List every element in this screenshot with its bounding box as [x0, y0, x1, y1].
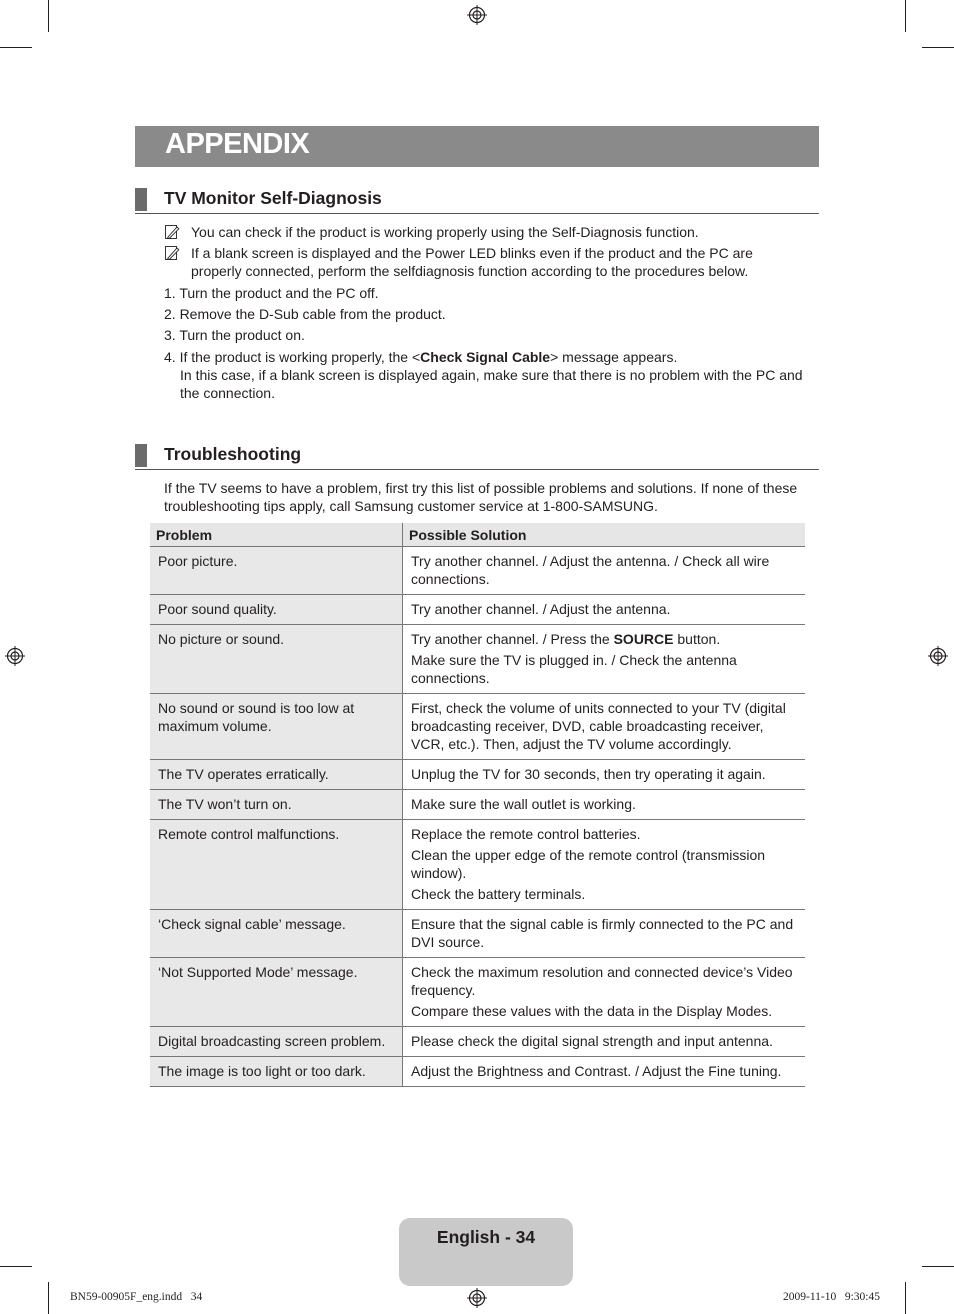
crop-mark [48, 0, 49, 32]
solution-cell [403, 1027, 806, 1057]
check-signal-cable-label: Check Signal Cable [420, 349, 551, 365]
page-number: English - 34 [436, 1227, 536, 1247]
problem-cell: Remote control malfunctions. [150, 820, 403, 910]
step-item: 2. Remove the D-Sub cable from the product. [164, 306, 446, 322]
table-row [150, 595, 805, 625]
step-item: 1. Turn the product and the PC off. [164, 285, 379, 301]
solution-text: Adjust the Brightness and Contrast. / Adjust the Fine tuning. [411, 1063, 782, 1079]
step-detail: In this case, if a blank screen is displayed again, make sure that there is no problem with the PC and the connection. [180, 367, 803, 401]
table-row [150, 790, 805, 820]
step-text: > message appears. [550, 349, 678, 365]
solution-text: First, check the volume of units connected to your TV (digital broadcasting receiver, DVD, cable broadcasting receiver, VCR, etc.). Then, adjust the TV volume accordingly. [411, 700, 786, 752]
registration-mark-icon [467, 1288, 487, 1308]
step-item [164, 348, 814, 402]
table-row [150, 547, 805, 595]
table-header-row [150, 523, 805, 547]
step-text: 4. If the product is working properly, the < [164, 349, 421, 365]
page-number-tab [399, 1218, 573, 1286]
note-pencil-icon [164, 245, 180, 261]
problem-cell: The TV won’t turn on. [150, 790, 403, 820]
crop-mark [922, 1266, 954, 1267]
registration-mark-icon [5, 646, 25, 666]
table-row [150, 910, 805, 958]
table-row [150, 694, 805, 760]
solution-cell [403, 790, 806, 820]
solution-text: Ensure that the signal cable is firmly connected to the PC and DVI source. [411, 916, 794, 950]
section-title: Troubleshooting [164, 444, 302, 464]
crop-mark [0, 47, 32, 48]
solution-text [411, 630, 797, 648]
solution-text: Unplug the TV for 30 seconds, then try operating it again. [411, 766, 766, 782]
column-header-problem: Problem [150, 523, 403, 547]
section-heading-self-diagnosis [135, 186, 819, 214]
table-row [150, 820, 805, 910]
section-bar [135, 188, 147, 211]
crop-mark [905, 0, 906, 32]
problem-cell: Poor sound quality. [150, 595, 403, 625]
solution-cell [403, 910, 806, 958]
problem-cell: No picture or sound. [150, 625, 403, 694]
step-item: 3. Turn the product on. [164, 327, 305, 343]
solution-cell [403, 625, 806, 694]
solution-text: Please check the digital signal strength and input antenna. [411, 1033, 773, 1049]
solution-text: Make sure the wall outlet is working. [411, 796, 636, 812]
solution-text: Make sure the TV is plugged in. / Check the antenna connections. [411, 652, 737, 686]
print-timestamp: 2009-11-10 9:30:45 [783, 1291, 880, 1303]
solution-cell [403, 595, 806, 625]
solution-cell [403, 694, 806, 760]
crop-mark [922, 47, 954, 48]
problem-cell: The TV operates erratically. [150, 760, 403, 790]
section-title: TV Monitor Self-Diagnosis [164, 188, 382, 208]
solution-text: Check the maximum resolution and connected device’s Video frequency. [411, 964, 793, 998]
solution-cell [403, 1057, 806, 1087]
crop-mark [905, 1282, 906, 1314]
table-row [150, 625, 805, 694]
table-row [150, 1027, 805, 1057]
note-pencil-icon [164, 224, 180, 240]
column-header-solution: Possible Solution [403, 523, 806, 547]
troubleshooting-intro: If the TV seems to have a problem, first try this list of possible problems and solutions. If none of these troubleshooting tips apply, call Samsung customer service at 1-800-SAMSUNG. [164, 480, 798, 514]
table-row [150, 958, 805, 1027]
solution-cell [403, 760, 806, 790]
solution-text: Try another channel. / Adjust the antenna. / Check all wire connections. [411, 553, 770, 587]
solution-text: Try another channel. / Adjust the antenna. [411, 601, 671, 617]
section-bar [135, 444, 147, 467]
solution-text: Compare these values with the data in the Display Modes. [411, 1003, 773, 1019]
solution-cell [403, 547, 806, 595]
problem-cell: No sound or sound is too low at maximum volume. [150, 694, 403, 760]
solution-cell [403, 820, 806, 910]
solution-text: Replace the remote control batteries. [411, 826, 641, 842]
solution-fragment: button. [673, 631, 721, 647]
problem-cell: Poor picture. [150, 547, 403, 595]
page-title: APPENDIX [165, 128, 310, 160]
note-text: You can check if the product is working properly using the Self-Diagnosis function. [191, 224, 699, 240]
problem-cell: ‘Check signal cable’ message. [150, 910, 403, 958]
print-file-name: BN59-00905F_eng.indd 34 [70, 1291, 203, 1303]
solution-fragment: Try another channel. / Press the [411, 631, 614, 647]
crop-mark [0, 1266, 32, 1267]
table-row [150, 760, 805, 790]
solution-cell [403, 958, 806, 1027]
note-text: If a blank screen is displayed and the Power LED blinks even if the product and the PC are properly connected, perform the selfdiagnosis function according to the procedures below. [191, 245, 753, 279]
solution-text: Clean the upper edge of the remote control (transmission window). [411, 847, 766, 881]
table-row [150, 1057, 805, 1087]
appendix-banner [135, 126, 819, 167]
section-heading-troubleshooting [135, 442, 819, 470]
source-button-label: SOURCE [613, 631, 674, 647]
problem-cell: Digital broadcasting screen problem. [150, 1027, 403, 1057]
problem-cell: ‘Not Supported Mode’ message. [150, 958, 403, 1027]
crop-mark [48, 1282, 49, 1314]
registration-mark-icon [928, 646, 948, 666]
troubleshooting-table [150, 523, 805, 1087]
solution-text: Check the battery terminals. [411, 886, 586, 902]
problem-cell: The image is too light or too dark. [150, 1057, 403, 1087]
registration-mark-icon [467, 5, 487, 25]
